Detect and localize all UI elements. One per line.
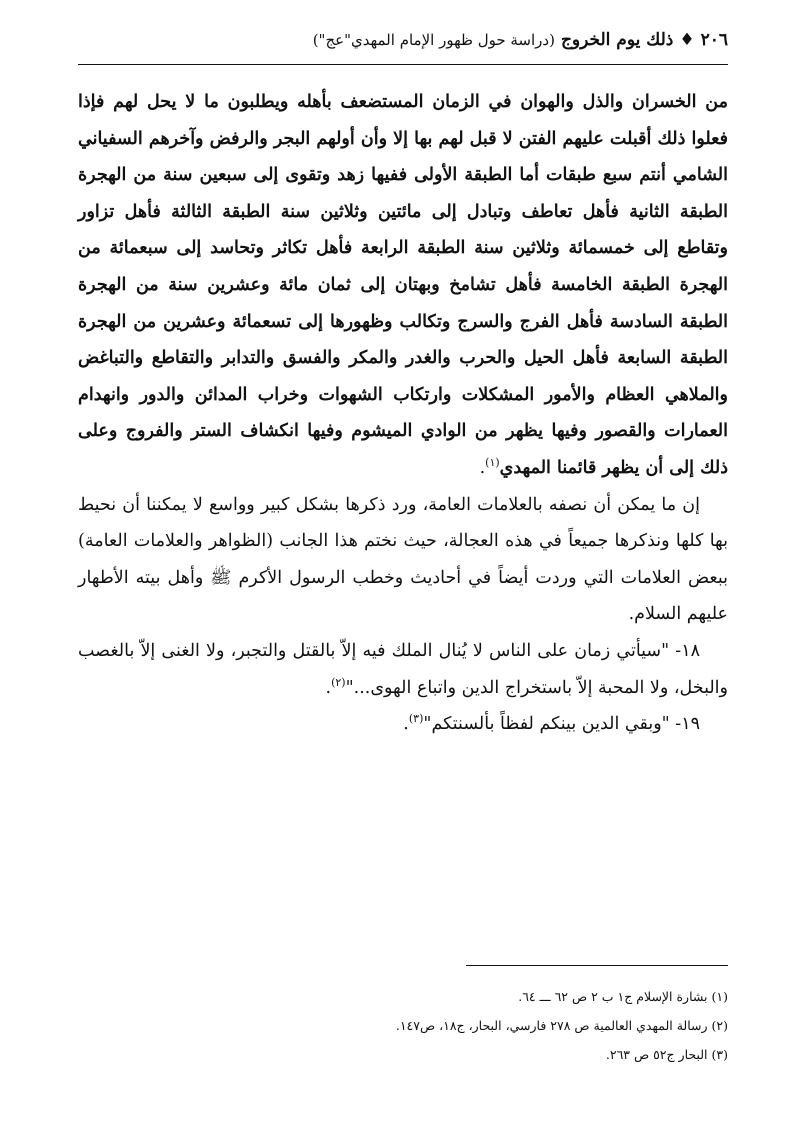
footnote-3: (٣) البحار ج٥٢ ص ٢٦٣.	[605, 1047, 728, 1062]
footnote-ref-3: (٣)	[408, 712, 424, 726]
end-mark-3: .	[403, 714, 409, 735]
footnote-rule	[466, 965, 728, 966]
footnotes	[78, 982, 728, 1069]
footnote-ref-2: (٢)	[331, 675, 346, 689]
paragraph-2: إن ما يمكن أن نصفه بالعلامات العامة، ورد ذكرها بشكل كبير وواسع لا يمكننا أن نحيط بها كلها ونذكرها جميعاً في هذه العجالة، حيث نختم هذا الجانب (الظواهر والعلامات العامة) ببعض العلامات التي وردت أيضاً في أحاديث وخطب الرسول الأكرم ﷺ وأهل بيته الأطهار عليهم السلام.	[78, 494, 728, 625]
footnote-ref-1: (١)	[485, 456, 500, 470]
end-mark-1: .	[479, 457, 486, 478]
book-subtitle: (دراسة حول ظهور الإمام المهدي"عج")	[312, 31, 555, 49]
header-rule	[78, 64, 728, 65]
item-19	[78, 706, 728, 743]
item-18-text: ١٨- "سيأتي زمان على الناس لا يُنال الملك فيه إلاّ بالقتل والتجبر، ولا الغنى إلاّ بالغصب والبخل، ولا المحبة إلاّ باستخراج الدين واتباع الهوى..."	[78, 640, 728, 698]
header-marker-icon: ♦	[679, 30, 695, 50]
paragraph-1-text: من الخسران والذل والهوان في الزمان المستضعف بأهله ويطلبون ما لا يحل لهم فإذا فعلوا ذلك أقبلت عليهم الفتن لا قبل لهم بها إلا وأن أولهم البجر والرفض وآخرهم السفياني الشامي أنتم سبع طبقات أما الطبقة الأولى ففيها زهد وتقوى إلى سبعين سنة من الهجرة الطبقة الثانية فأهل تعاطف وتبادل إلى مائتين وثلاثين سنة الطبقة الثالثة فأهل تزاور وتقاطع إلى خمسمائة وثلاثين سنة الطبقة الرابعة فأهل تكاثر وتحاسد إلى سبعمائة من الهجرة الطبقة الخامسة فأهل تشامخ وبهتان إلى ثمان مائة وعشرين سنة من الهجرة الطبقة السادسة فأهل الفرج والسرج وتكالب وظهورها إلى تسعمائة وعشرين من الهجرة الطبقة السابعة فأهل الحيل والحرب والغدر والمكر والفسق والتدابر والتقاطع والتباغض والملاهي العظام والأمور المشكلات وارتكاب الشهوات وخراب المدائن والدور وانهدام العمارات والقصور وفيها يظهر من الوادي الميشوم وفيها انكشاف الستر والفروج وعلى ذلك إلى أن يظهر قائمنا المهدي	[78, 92, 728, 478]
footnote-1: (١) بشارة الإسلام ج١ ب ٢ ص ٦٢ ـــ ٦٤.	[518, 989, 728, 1004]
page-body	[78, 84, 728, 743]
item-18	[78, 633, 728, 706]
item-19-text: ١٩- "وبقي الدين بينكم لفظاً بألسنتكم"	[423, 714, 700, 735]
book-title: ذلك يوم الخروج	[560, 30, 674, 50]
page-number: ٢٠٦	[700, 30, 728, 50]
footnote-2: (٢) رسالة المهدي العالمية ص ٢٧٨ فارسي، البحار، ج١٨، ص١٤٧.	[395, 1018, 728, 1033]
end-mark-2: .	[325, 677, 332, 698]
paragraph-1	[78, 84, 728, 487]
running-header	[78, 30, 728, 50]
